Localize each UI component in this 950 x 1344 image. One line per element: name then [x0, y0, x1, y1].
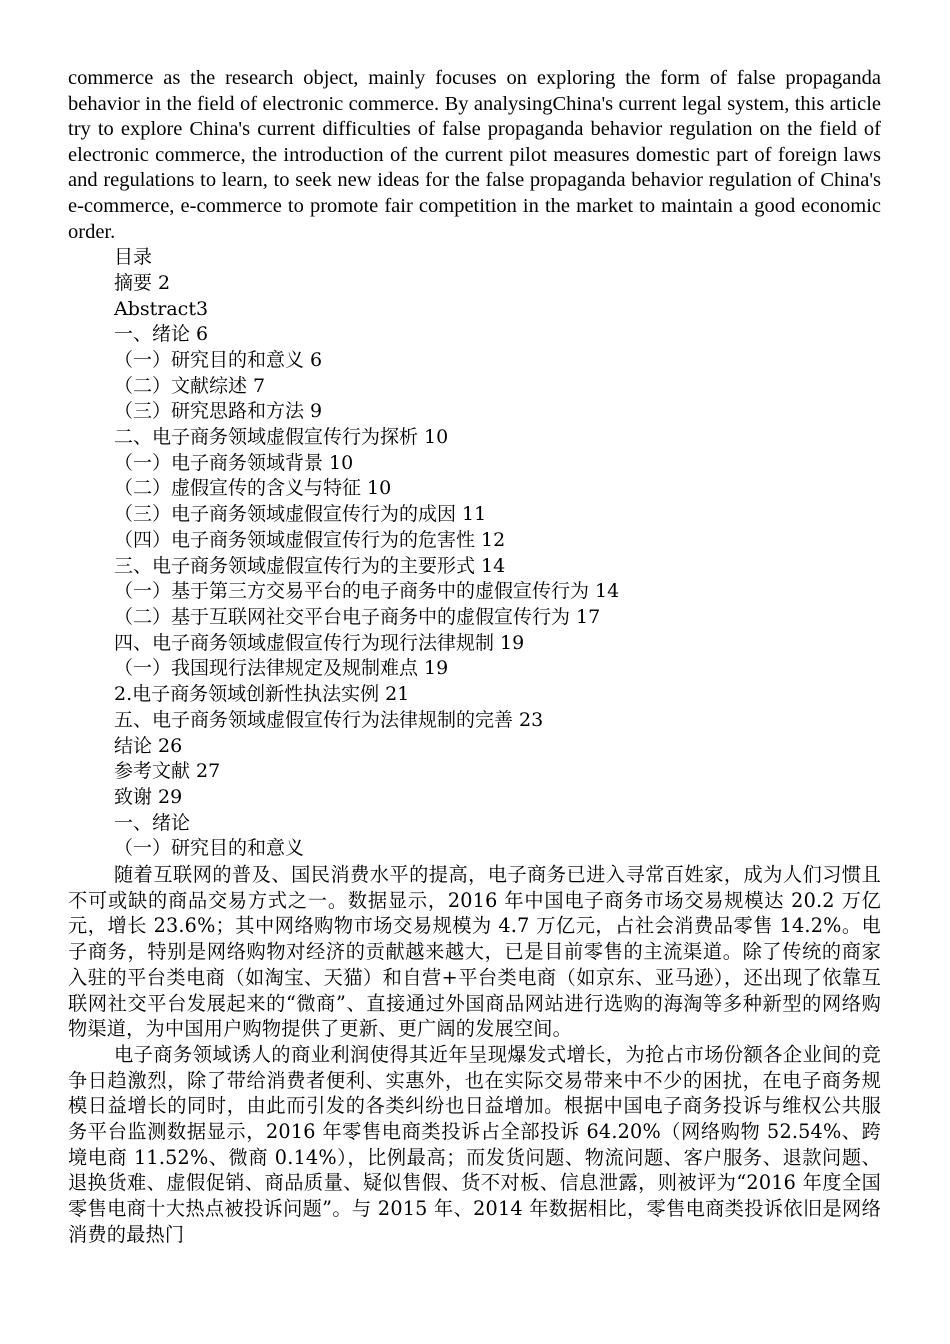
body-paragraph: 电子商务领域诱人的商业利润使得其近年呈现爆发式增长，为抢占市场份额各企业间的竞争日趋激烈，除了带给消费者便利、实惠外，也在实际交易带来中不少的困扰，在电子商务规模日益增长的同时，由此而引发的各类纠纷也日益增加。根据中国电子商务投诉与维权公共服务平台监测数据显示，2016 年零售电商类投诉占全部投诉 64.20%（网络购物 52.54%、跨境电商 11.52%、微商 0.14%），比例最高；而发货问题、物流问题、客户服务、退款问题、退换货难、虚假促销、商品质量、疑似售假、货不对板、信息泄露，则被评为“2016 年度全国零售电商十大热点被投诉问题”。与 2015 年、2014 年数据相比，零售电商类投诉依旧是网络消费的最热门	[68, 1042, 882, 1246]
toc-entry: （一）研究目的和意义 6	[114, 348, 323, 371]
toc-entry: 致谢 29	[114, 785, 183, 808]
toc-title: 目录	[114, 246, 153, 269]
chapter-heading: 一、绪论	[114, 811, 191, 834]
toc-entry: （四）电子商务领域虚假宣传行为的危害性 12	[114, 528, 506, 551]
toc-entry: （一）电子商务领域背景 10	[114, 451, 354, 474]
toc-entry: （一）基于第三方交易平台的电子商务中的虚假宣传行为 14	[114, 580, 620, 603]
toc-entry: 摘要 2	[114, 271, 171, 294]
toc-entry: （一）我国现行法律规定及规制难点 19	[114, 657, 449, 680]
body-paragraph: 随着互联网的普及、国民消费水平的提高，电子商务已进入寻常百姓家，成为人们习惯且不可或缺的商品交易方式之一。数据显示，2016 年中国电子商务市场交易规模达 20.2 万亿元，增长 23.6%；其中网络购物市场交易规模为 4.7 万亿元，占社会消费品零售 14.2%。电子商务，特别是网络购物对经济的贡献越来越大，已是目前零售的主流渠道。除了传统的商家入驻的平台类电商（如淘宝、天猫）和自营+平台类电商（如京东、亚马逊），还出现了依靠互联网社交平台发展起来的“微商”、直接通过外国商品网站进行选购的海淘等多种新型的网络购物渠道，为中国用户购物提供了更新、更广阔的发展空间。	[68, 863, 881, 1041]
document-page	[68, 66, 881, 1248]
section-heading: （一）研究目的和意义	[114, 837, 305, 860]
toc-entry: 结论 26	[114, 734, 183, 757]
toc-entry: 二、电子商务领域虚假宣传行为探析 10	[114, 426, 449, 449]
toc-entry: 三、电子商务领域虚假宣传行为的主要形式 14	[114, 554, 506, 577]
toc-entry: 四、电子商务领域虚假宣传行为现行法律规制 19	[114, 631, 525, 654]
abstract-paragraph: commerce as the research object, mainly focuses on exploring the form of false propaganda behavior in the field of electronic commerce. By analysingChina's current legal system, this article try to explore China's current difficulties of false propaganda behavior regulation on the field of electronic commerce, the introduction of the current pilot measures domestic part of foreign laws and regulations to learn, to seek new ideas for the false propaganda behavior regulation of China's e-commerce, e-commerce to promote fair competition in the market to maintain a good economic order.	[68, 67, 881, 243]
toc-entry: （二）基于互联网社交平台电子商务中的虚假宣传行为 17	[114, 606, 601, 628]
toc-entry: （二）文献综述 7	[114, 374, 266, 397]
toc-entry: 2.电子商务领域创新性执法实例 21	[114, 683, 410, 706]
toc-entry: （三）电子商务领域虚假宣传行为的成因 11	[114, 503, 487, 526]
toc-entry: 一、绪论 6	[114, 323, 209, 346]
toc-entry: Abstract3	[114, 297, 209, 320]
toc-entry: 参考文献 27	[114, 760, 221, 783]
toc-entry: 五、电子商务领域虚假宣传行为法律规制的完善 23	[114, 708, 544, 731]
table-of-contents	[68, 271, 881, 811]
toc-entry: （三）研究思路和方法 9	[114, 400, 323, 423]
toc-entry: （二）虚假宣传的含义与特征 10	[114, 477, 392, 500]
